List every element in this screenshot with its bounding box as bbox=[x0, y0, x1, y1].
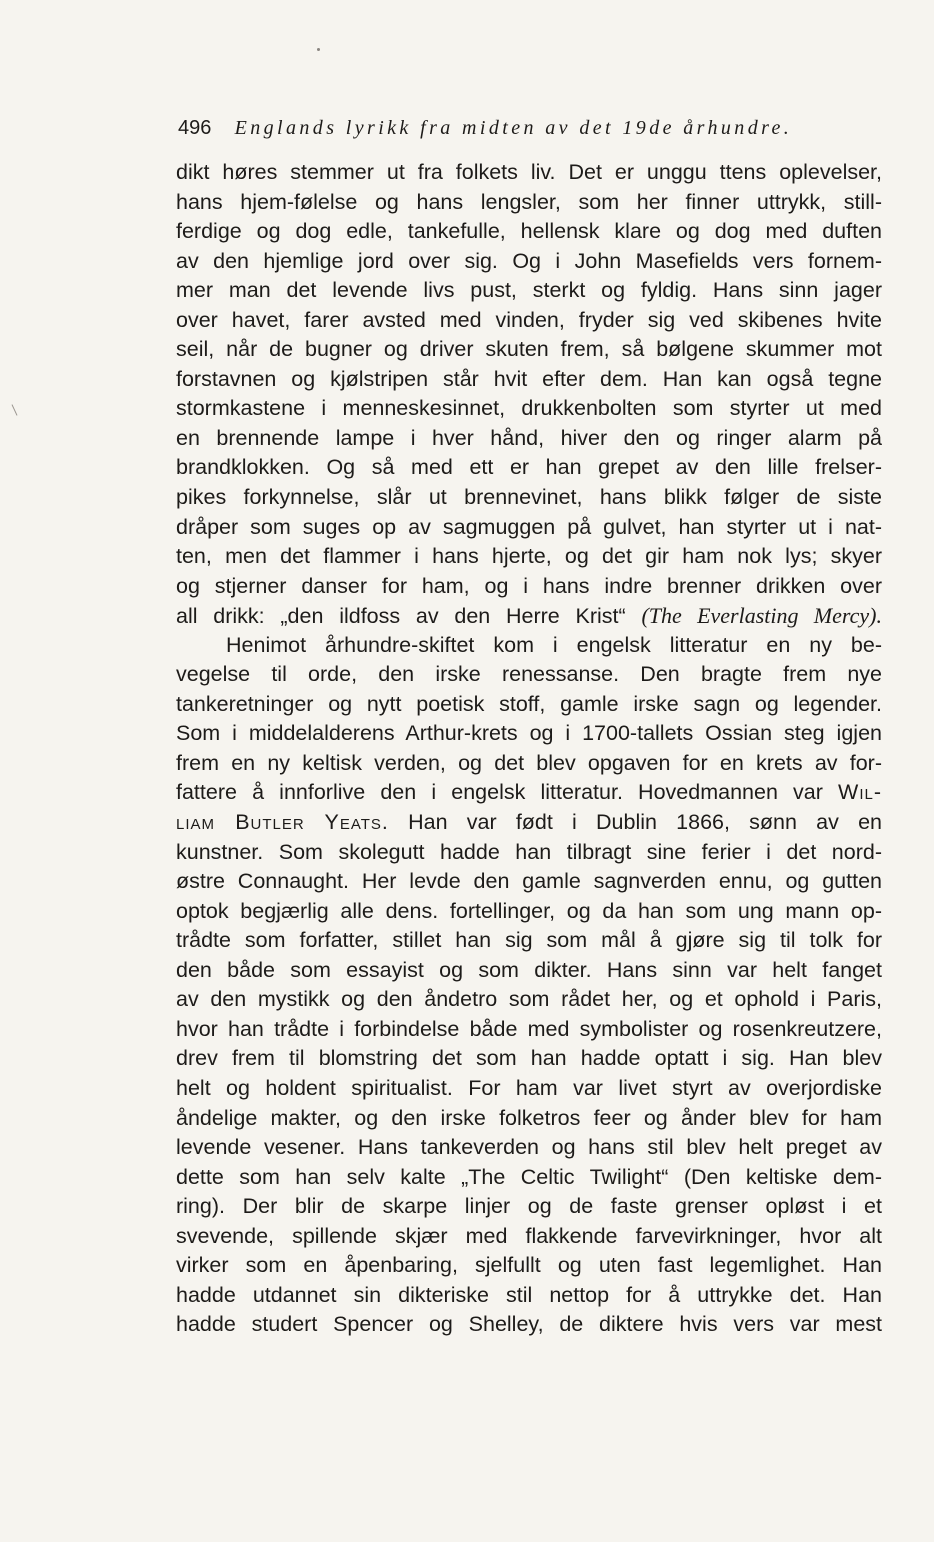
text-line: hans hjem-følelse og hans lengsler, som her finner uttrykk, still- bbox=[176, 189, 882, 214]
text-line-with-name bbox=[176, 808, 882, 838]
text-line: tankeretninger og nytt poetisk stoff, gamle irske sagn og legender. bbox=[176, 691, 882, 716]
text-line: svevende, spillende skjær med flakkende farvevirkninger, hvor alt bbox=[176, 1223, 882, 1248]
text-line: åndelige makter, og den irske folketros feer og ånder blev for ham bbox=[176, 1105, 882, 1130]
text-line: virker som en åpenbaring, sjelfullt og uten fast legemlighet. Han bbox=[176, 1253, 882, 1278]
text-line-with-title bbox=[176, 601, 882, 631]
text-line: dikt høres stemmer ut fra folkets liv. Det er unggu ttens oplevelser, bbox=[176, 160, 882, 184]
text-line: Som i middelalderens Arthur-krets og i 1700-tallets Ossian steg igjen bbox=[176, 721, 882, 746]
text-segment: fattere å innforlive den i engelsk litteratur. Hovedmannen var bbox=[176, 780, 823, 805]
running-title: Englands lyrikk fra midten av det 19de århundre. bbox=[234, 117, 793, 139]
text-line: den både som essayist og som dikter. Hans sinn var helt fanget bbox=[176, 957, 882, 982]
text-line: hadde studert Spencer og Shelley, de diktere hvis vers var mest bbox=[176, 1312, 882, 1337]
text-line: østre Connaught. Her levde den gamle sagnverden ennu, og gutten bbox=[176, 869, 882, 894]
text-line: hadde utdannet sin dikteriske stil nettop for å uttrykke det. Han bbox=[176, 1282, 882, 1307]
text-segment: Han var født i Dublin 1866, sønn av en bbox=[408, 810, 882, 835]
author-name-part2: liam Butler Yeats. bbox=[176, 810, 389, 835]
text-line: og stjerner danser for ham, og i hans indre brenner drikken over bbox=[176, 573, 882, 598]
text-line: brandklokken. Og så med ett er han grepet av den lille frelser- bbox=[176, 455, 882, 480]
text-line: pikes forkynnelse, slår ut brennevinet, hans blikk følger de siste bbox=[176, 485, 882, 510]
text-segment: all drikk: „den ildfoss av den Herre Krist“ bbox=[176, 604, 626, 629]
running-head bbox=[178, 112, 878, 142]
paper-speck bbox=[317, 48, 320, 51]
paragraph-first-line: Henimot århundre-skiftet kom i engelsk litteratur en ny be- bbox=[226, 632, 882, 657]
text-line: optok begjærlig alle dens. fortellinger, og da han som ung mann op- bbox=[176, 898, 882, 923]
text-line: kunstner. Som skolegutt hadde han tilbragt sine ferier i det nord- bbox=[176, 839, 882, 864]
text-line: av den mystikk og den åndetro som rådet her, og et ophold i Paris, bbox=[176, 987, 882, 1012]
text-line: stormkastene i menneskesinnet, drukkenbolten som styrter ut med bbox=[176, 396, 882, 421]
body-text bbox=[176, 158, 882, 1340]
text-line: hvor han trådte i forbindelse både med symbolister og rosenkreutzere, bbox=[176, 1016, 882, 1041]
text-line: over havet, farer avsted med vinden, fryder sig ved skibenes hvite bbox=[176, 307, 882, 332]
text-line: ferdige og dog edle, tankefulle, hellensk klare og dog med duften bbox=[176, 219, 882, 244]
paper-mark bbox=[12, 404, 18, 415]
text-line: frem en ny keltisk verden, og det blev opgaven for en krets av for- bbox=[176, 750, 882, 775]
text-line-with-name bbox=[176, 778, 882, 808]
text-line: trådte som forfatter, stillet han sig som mål å gjøre sig til tolk for bbox=[176, 928, 882, 953]
text-line: dette som han selv kalte „The Celtic Twilight“ (Den keltiske dem- bbox=[176, 1164, 882, 1189]
text-line: vegelse til orde, den irske renessanse. Den bragte frem nye bbox=[176, 662, 882, 687]
text-line: dråper som suges op av sagmuggen på gulvet, han styrter ut i nat- bbox=[176, 514, 882, 539]
text-line: forstavnen og kjølstripen står hvit efter dem. Han kan også tegne bbox=[176, 366, 882, 391]
text-line: drev frem til blomstring det som han hadde optatt i sig. Han blev bbox=[176, 1046, 882, 1071]
author-name-part1: Wil- bbox=[838, 780, 883, 805]
text-line: seil, når de bugner og driver skuten frem, så bølgene skummer mot bbox=[176, 337, 882, 362]
text-line: levende vesener. Hans tankeverden og hans stil blev helt preget av bbox=[176, 1135, 882, 1160]
text-line: helt og holdent spiritualist. For ham var livet styrt av overjordiske bbox=[176, 1075, 882, 1100]
text-line: en brennende lampe i hver hånd, hiver den og ringer alarm på bbox=[176, 425, 882, 450]
text-line: mer man det levende livs pust, sterkt og fyldig. Hans sinn jager bbox=[176, 278, 882, 303]
text-line: ring). Der blir de skarpe linjer og de faste grenser opløst i et bbox=[176, 1194, 882, 1219]
text-line: ten, men det flammer i hans hjerte, og det gir ham nok lys; skyer bbox=[176, 544, 882, 569]
work-title: (The Everlasting Mercy). bbox=[641, 603, 882, 629]
page-number: 496 bbox=[178, 117, 212, 139]
text-line: av den hjemlige jord over sig. Og i John Masefields vers fornem- bbox=[176, 248, 882, 273]
